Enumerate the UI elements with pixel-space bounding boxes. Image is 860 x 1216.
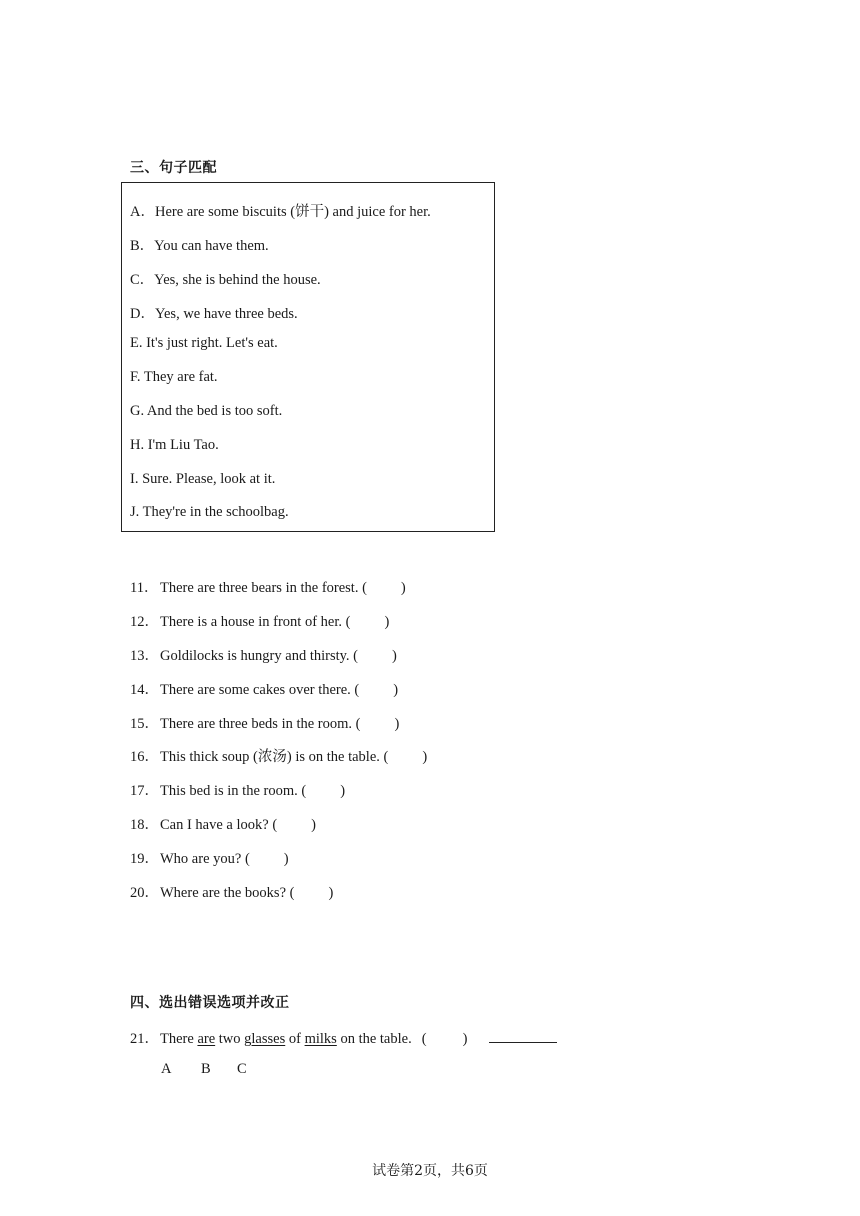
- close-paren: ): [462, 1031, 468, 1047]
- option-f: F. They are fat.: [130, 369, 218, 385]
- matching-options-box: [121, 182, 495, 532]
- question-16: [130, 745, 427, 766]
- close-paren: ): [422, 749, 428, 765]
- close-paren: ): [340, 783, 346, 799]
- page-footer: 试卷第2页，共6页: [372, 1163, 488, 1179]
- close-paren: ): [400, 580, 406, 596]
- question-text: There are three beds in the room. (: [160, 716, 361, 732]
- close-paren: ): [328, 885, 334, 901]
- question-text: Where are the books? (: [160, 885, 295, 901]
- choice-b-label: B: [201, 1061, 211, 1077]
- question-number: 15．: [130, 716, 159, 732]
- question-text: This bed is in the room. (: [160, 783, 307, 799]
- question-text-part: of: [285, 1031, 305, 1047]
- question-20: [130, 881, 333, 902]
- question-text: There are some cakes over there. (: [160, 682, 360, 698]
- option-d: D．Yes, we have three beds.: [130, 306, 298, 322]
- question-15: [130, 712, 399, 733]
- option-g: G. And the bed is too soft.: [130, 403, 283, 419]
- section-4-title: 四、选出错误选项并改正: [130, 995, 290, 1011]
- close-paren: ): [394, 716, 400, 732]
- close-paren: ): [283, 851, 289, 867]
- question-text: Goldilocks is hungry and thirsty. (: [160, 648, 359, 664]
- question-text-part: There: [160, 1031, 198, 1047]
- option-e: E. It's just right. Let's eat.: [130, 335, 278, 351]
- question-13: [130, 644, 397, 665]
- question-number: 14．: [130, 682, 159, 698]
- choice-c-label: C: [237, 1061, 247, 1077]
- question-number: 11．: [130, 580, 159, 596]
- option-c: C．Yes, she is behind the house.: [130, 272, 321, 288]
- open-paren: (: [421, 1031, 427, 1047]
- question-11: [130, 576, 406, 597]
- underlined-option-a: are: [197, 1031, 216, 1047]
- underlined-option-c: milks: [304, 1031, 337, 1047]
- close-paren: ): [392, 648, 397, 664]
- question-text: This thick soup (浓汤) is on the table. (: [160, 749, 389, 765]
- option-j: J. They're in the schoolbag.: [130, 504, 289, 520]
- underlined-option-b: glasses: [244, 1031, 286, 1047]
- question-number: 13．: [130, 648, 159, 664]
- option-a: A．Here are some biscuits (饼干) and juice for her.: [130, 204, 431, 220]
- question-text: There are three bears in the forest. (: [160, 580, 367, 596]
- section-3-title: 三、句子匹配: [130, 160, 217, 176]
- question-text-part: on the table.: [336, 1031, 412, 1047]
- question-number: 17．: [130, 783, 159, 799]
- question-14: [130, 678, 398, 699]
- question-17: [130, 779, 345, 800]
- question-number: 21．: [130, 1031, 159, 1047]
- question-text: There is a house in front of her. (: [160, 614, 351, 630]
- option-b: B．You can have them.: [130, 238, 269, 254]
- question-18: [130, 813, 316, 834]
- question-text: Who are you? (: [160, 851, 250, 867]
- question-number: 20．: [130, 885, 159, 901]
- close-paren: ): [311, 817, 317, 833]
- option-h: H. I'm Liu Tao.: [130, 437, 219, 453]
- question-number: 12．: [130, 614, 159, 630]
- close-paren: ): [384, 614, 390, 630]
- question-12: [130, 610, 389, 631]
- choice-a-label: A: [161, 1061, 172, 1077]
- correction-blank-line[interactable]: [489, 1028, 557, 1043]
- question-21: [130, 1027, 557, 1048]
- option-i: I. Sure. Please, look at it.: [130, 471, 276, 487]
- question-text: Can I have a look? (: [160, 817, 278, 833]
- close-paren: ): [393, 682, 399, 698]
- question-number: 19．: [130, 851, 159, 867]
- question-19: [130, 847, 289, 868]
- question-text-part: two: [215, 1031, 245, 1047]
- question-number: 18．: [130, 817, 159, 833]
- question-number: 16．: [130, 749, 159, 765]
